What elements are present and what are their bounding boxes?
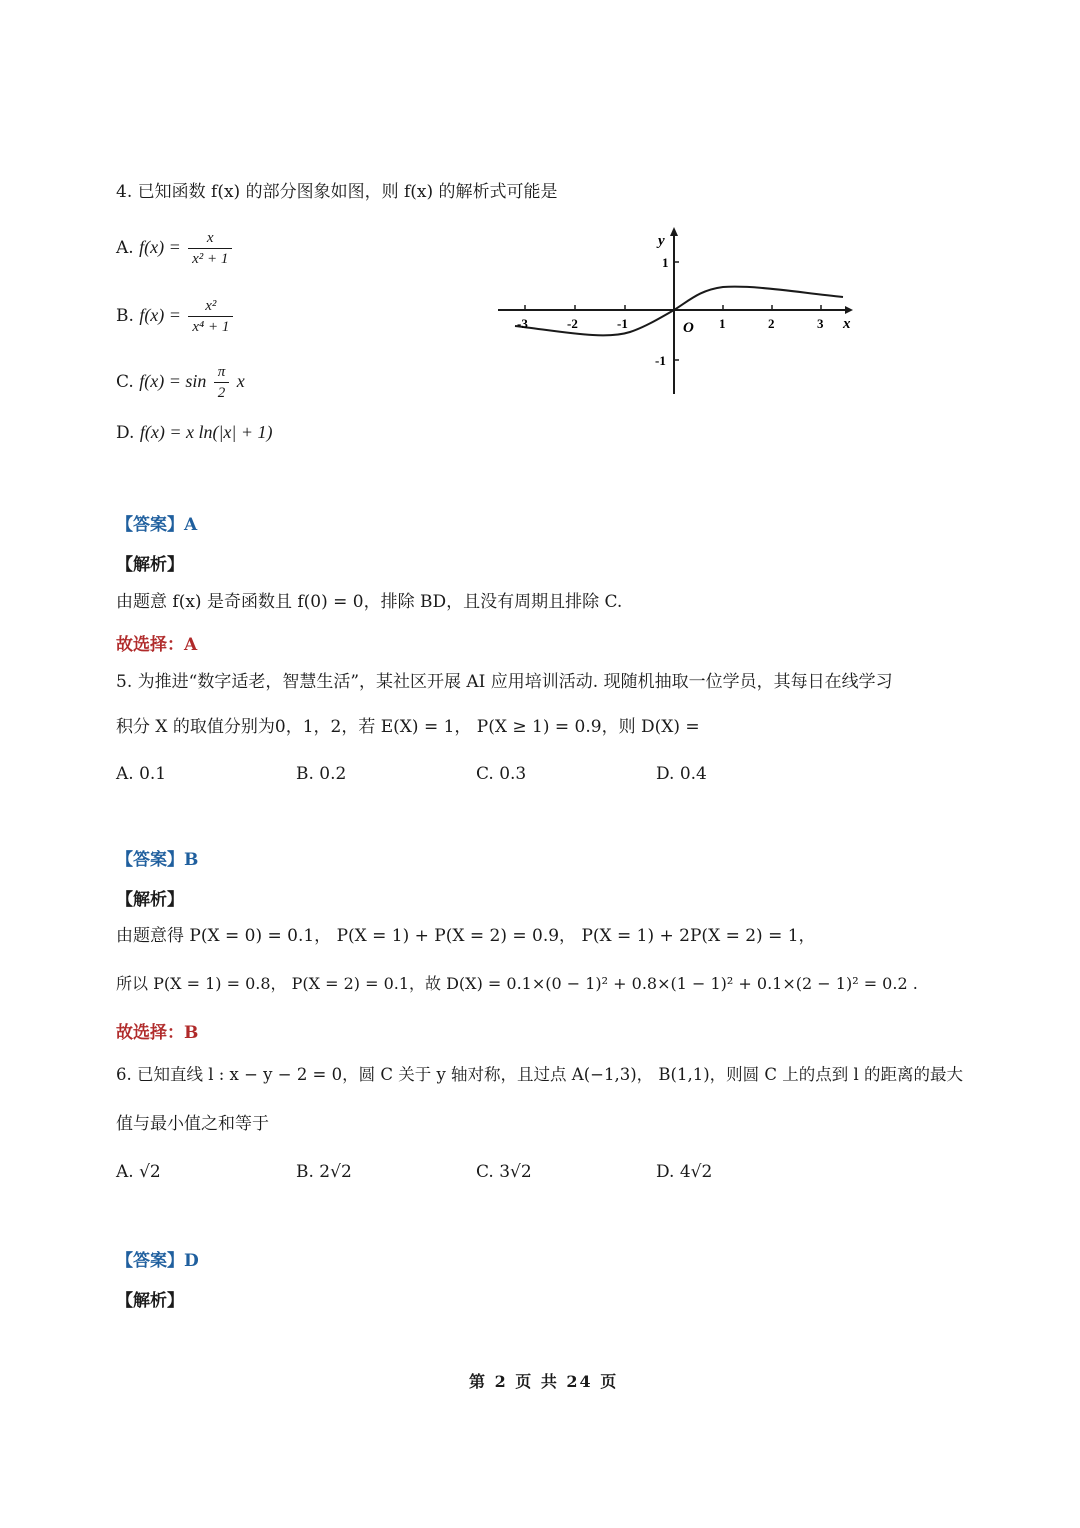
q4-option-d <box>116 422 272 443</box>
q4-stem: 4. 已知函数 f(x) 的部分图象如图，则 f(x) 的解析式可能是 <box>116 182 558 202</box>
q6-stem-line2: 值与最小值之和等于 <box>116 1114 269 1134</box>
option-label: D. <box>116 423 135 443</box>
function-curve <box>515 287 843 336</box>
page-footer: 第 2 页 共 24 页 <box>469 1372 619 1391</box>
x-axis-arrow-icon <box>845 306 853 314</box>
option-label: B. <box>116 306 134 326</box>
x-axis-label: x <box>843 316 851 332</box>
q6-option-d: D. 4√2 <box>656 1162 713 1182</box>
q6-stem-line1: 6. 已知直线 l : x − y − 2 = 0，圆 C 关于 y 轴对称，且过点 A(−1,3)， B(1,1)，则圆 C 上的点到 l 的距离的最大 <box>116 1065 964 1084</box>
q5-option-a: A. 0.1 <box>116 764 167 784</box>
q4-option-b <box>116 296 235 337</box>
option-label: C. <box>116 372 134 392</box>
q4-option-a <box>116 228 234 269</box>
numerator: x² <box>188 296 233 317</box>
option-label: A. <box>116 238 134 258</box>
denominator: x² + 1 <box>192 251 229 267</box>
option-lhs: f(x) = <box>139 237 181 257</box>
q5-stem-line1: 5. 为推进“数字适老，智慧生活”，某社区开展 AI 应用培训活动. 现随机抽取一位学员，其每日在线学习 <box>116 672 893 692</box>
origin-label: O <box>683 320 694 336</box>
answer-label: 【答案】 <box>116 1251 184 1271</box>
q5-stem-line2: 积分 X 的取值分别为0，1，2，若 E(X) = 1， P(X ≥ 1) = 0.9，则 D(X) = <box>116 717 700 737</box>
x-tick-label: 3 <box>817 316 824 331</box>
y-axis-arrow-icon <box>670 227 678 236</box>
x-tick-label: -1 <box>617 316 628 331</box>
q6-answer <box>116 1246 199 1271</box>
q6-analysis-label: 【解析】 <box>116 1291 184 1311</box>
q4-answer <box>116 510 197 535</box>
fraction <box>214 362 230 403</box>
q5-choice: 故选择：B <box>116 1023 199 1043</box>
q5-analysis-line1: 由题意得 P(X = 0) = 0.1， P(X = 1) + P(X = 2) = 0.9， P(X = 1) + 2P(X = 2) = 1， <box>116 926 816 946</box>
q4-choice: 故选择：A <box>116 635 198 655</box>
q5-analysis-label: 【解析】 <box>116 890 184 910</box>
q5-option-c: C. 0.3 <box>476 764 527 784</box>
q4-option-c <box>116 362 245 403</box>
option-tail: x <box>236 371 245 391</box>
answer-value: D <box>184 1251 199 1271</box>
fraction <box>188 296 233 337</box>
q4-analysis-label: 【解析】 <box>116 555 184 575</box>
y-tick-label: -1 <box>655 353 666 368</box>
answer-label: 【答案】 <box>116 850 184 870</box>
option-text: f(x) = x ln(|x| + 1) <box>139 422 273 442</box>
fraction <box>188 228 232 269</box>
q6-option-b: B. 2√2 <box>296 1162 352 1182</box>
q5-answer <box>116 845 198 870</box>
x-tick-label: 1 <box>719 316 726 331</box>
x-tick-label: 2 <box>768 316 775 331</box>
option-text: f(x) = sin <box>139 371 207 391</box>
x-tick-label: -3 <box>517 316 528 331</box>
q6-option-a: A. √2 <box>116 1162 161 1182</box>
answer-label: 【答案】 <box>116 515 184 535</box>
numerator: π <box>214 362 230 383</box>
x-tick-label: -2 <box>567 316 578 331</box>
y-tick-label: 1 <box>662 255 669 270</box>
denominator: 2 <box>217 385 226 401</box>
answer-value: A <box>184 515 198 535</box>
function-graph <box>495 222 865 402</box>
numerator: x <box>188 228 232 249</box>
q4-analysis: 由题意 f(x) 是奇函数且 f(0) = 0，排除 BD，且没有周期且排除 C. <box>116 592 623 612</box>
answer-value: B <box>184 850 199 870</box>
q5-option-b: B. 0.2 <box>296 764 347 784</box>
denominator: x⁴ + 1 <box>192 319 230 335</box>
q6-option-c: C. 3√2 <box>476 1162 532 1182</box>
option-lhs: f(x) = <box>139 305 181 325</box>
q5-analysis-line2: 所以 P(X = 1) = 0.8， P(X = 2) = 0.1，故 D(X) = 0.1×(0 − 1)² + 0.8×(1 − 1)² + 0.1×(2 − 1)² = 0.2 . <box>116 974 918 993</box>
q5-option-d: D. 0.4 <box>656 764 707 784</box>
y-axis-label: y <box>658 233 665 249</box>
